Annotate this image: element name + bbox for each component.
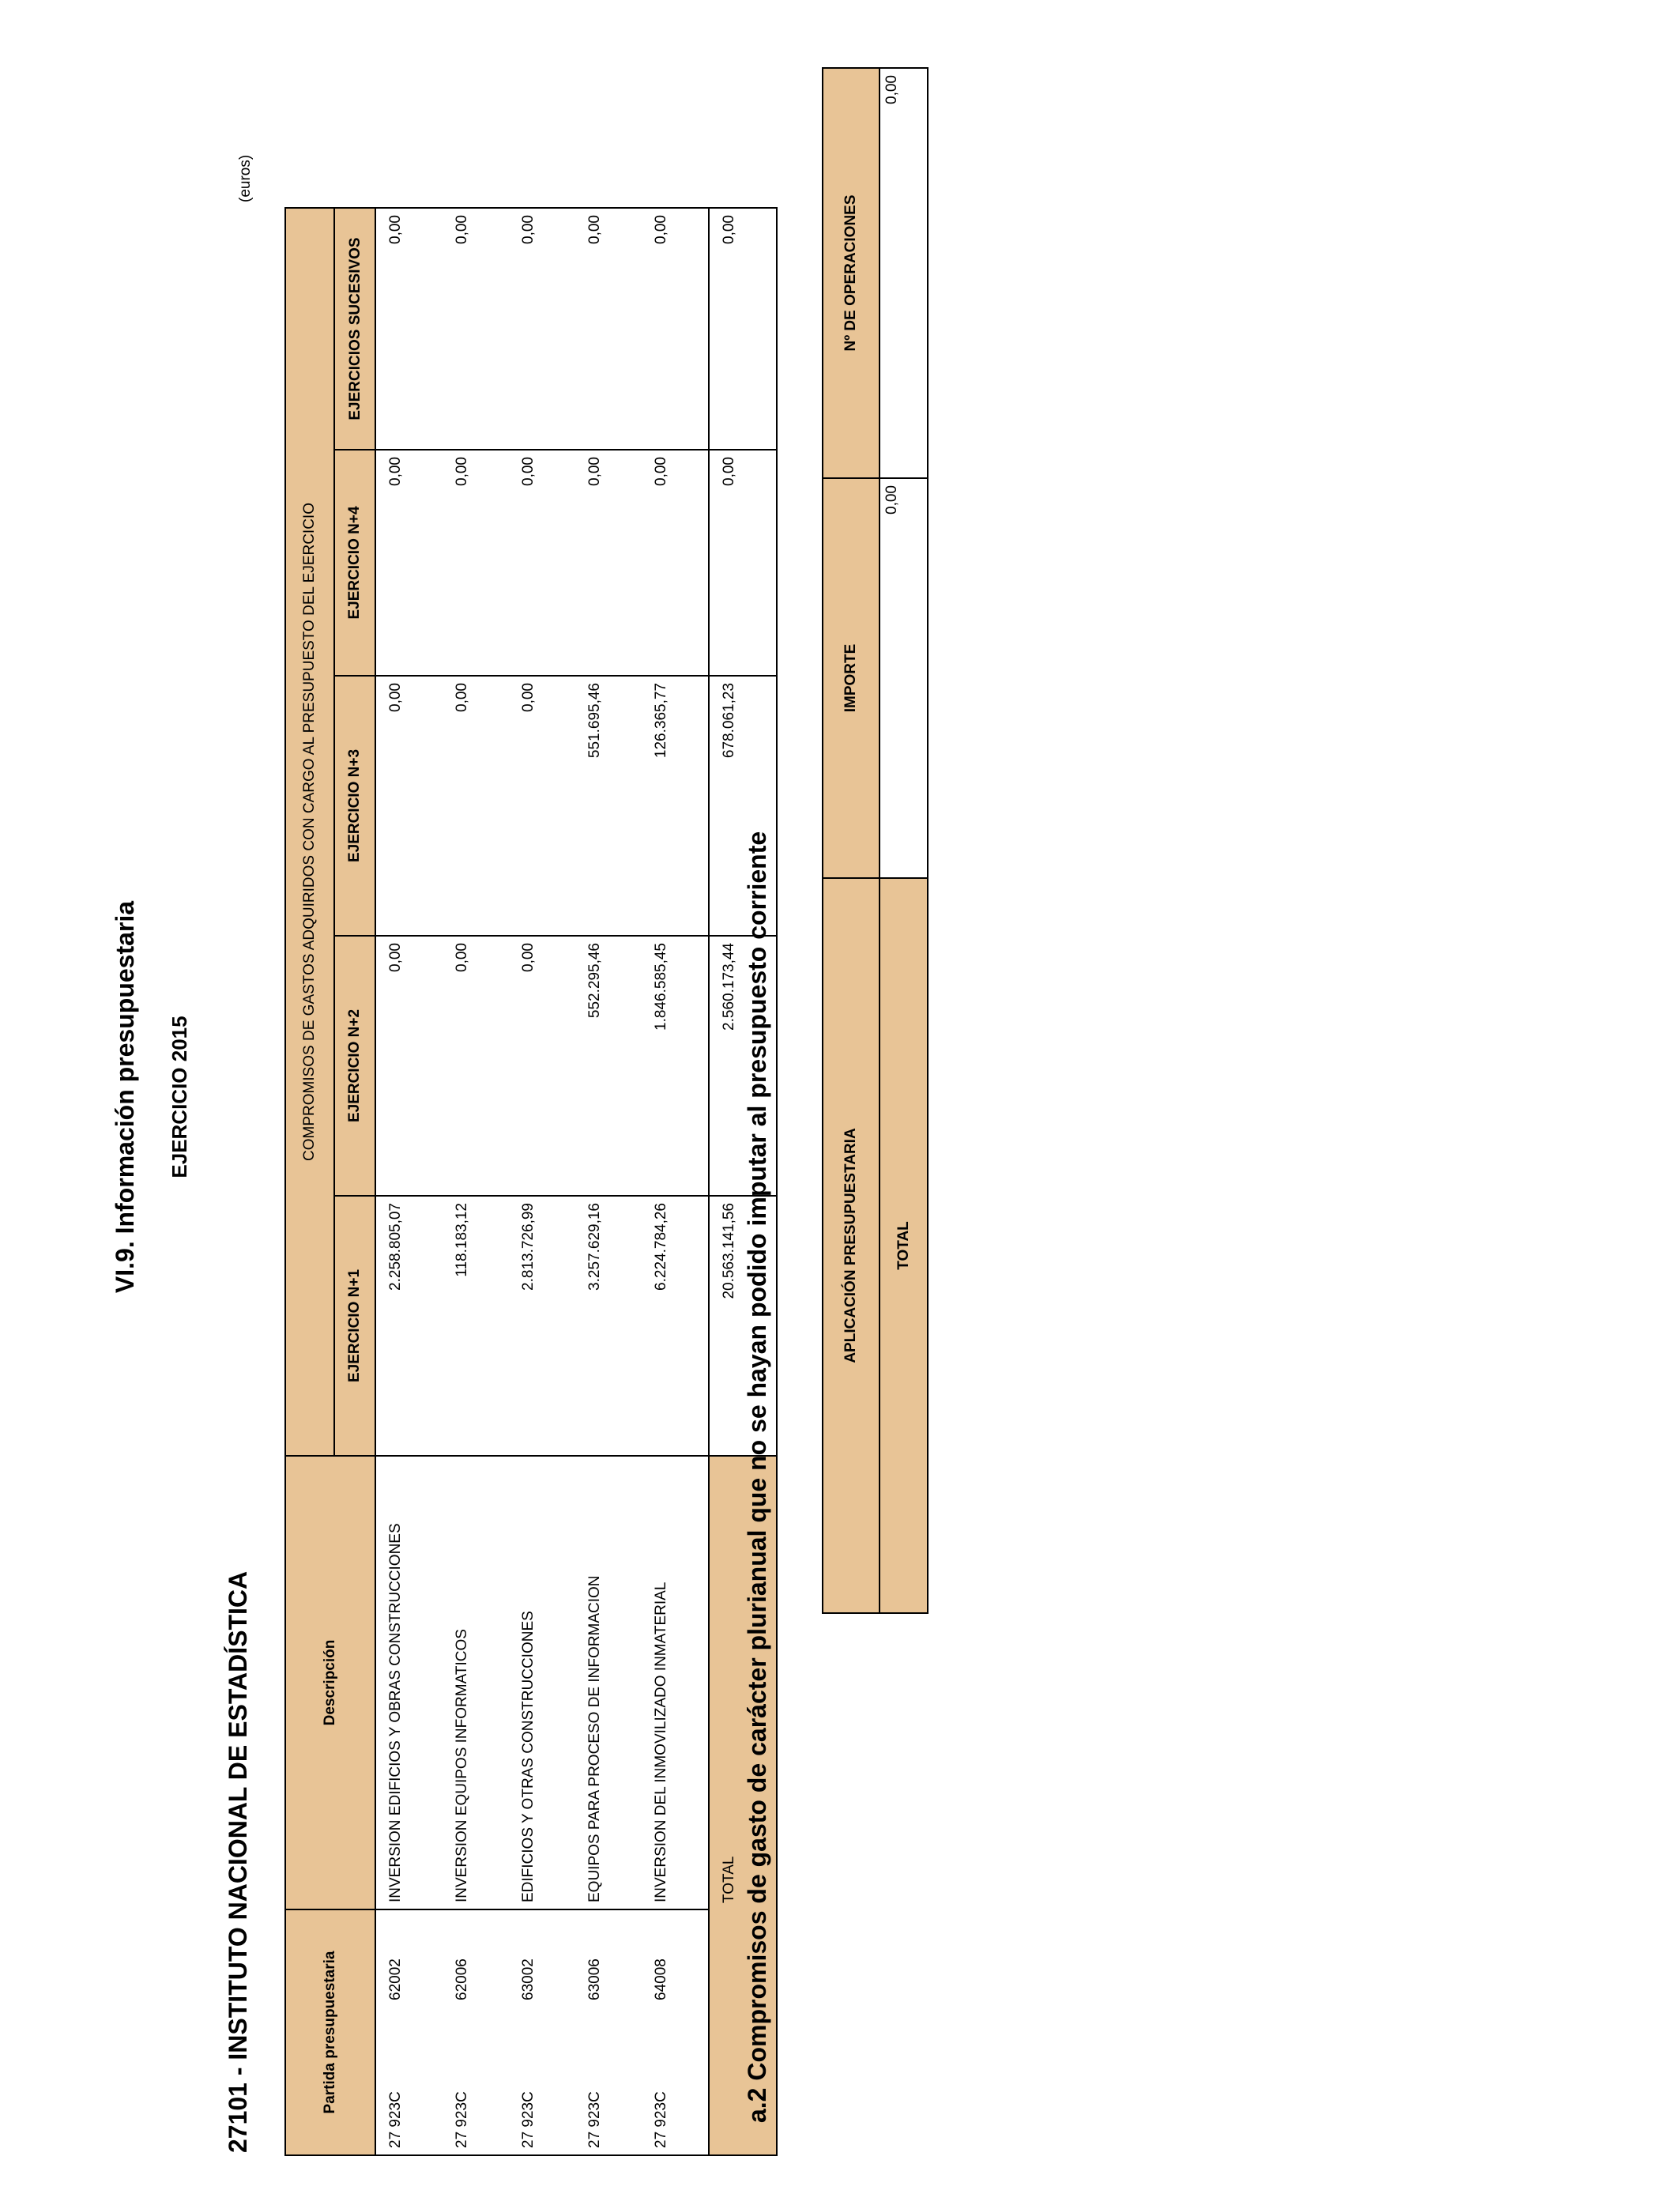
organization-name: 27101 - INSTITUTO NACIONAL DE ESTADÍSTICA <box>224 1570 252 2153</box>
total-n1: 20.563.141,56 <box>709 1196 777 1456</box>
a2-total-operaciones: 0,00 <box>880 68 928 478</box>
cell-n1: 2.813.726,99 <box>509 1196 575 1456</box>
cell-n4: 0,00 <box>509 450 575 676</box>
table-row <box>443 208 509 2155</box>
total-n3: 678.061,23 <box>709 676 777 936</box>
header-sucesivos: EJERCICIOS SUCESIVOS <box>334 208 375 450</box>
cell-n3: 551.695,46 <box>575 676 642 936</box>
header-partida: Partida presupuestaria <box>285 1909 375 2155</box>
cell-n4: 0,00 <box>375 450 443 676</box>
cell-code: 27 923C <box>575 2007 642 2155</box>
cell-n2: 0,00 <box>509 936 575 1196</box>
cell-n1: 118.183,12 <box>443 1196 509 1456</box>
total-row <box>880 68 928 1613</box>
cell-n4: 0,00 <box>443 450 509 676</box>
table-row <box>509 208 575 2155</box>
section-a2-title: a.2 Compromisos de gasto de carácter plurianual que no se hayan podido imputar al presupuesto corriente <box>743 831 771 2123</box>
cell-suc: 0,00 <box>443 208 509 450</box>
a2-total-importe: 0,00 <box>880 478 928 878</box>
cell-n2: 0,00 <box>375 936 443 1196</box>
header-n1: EJERCICIO N+1 <box>334 1196 375 1456</box>
total-label: TOTAL <box>709 1456 777 1909</box>
cell-code: 27 923C <box>509 2007 575 2155</box>
cell-sub: 63006 <box>575 1909 642 2007</box>
cell-suc: 0,00 <box>509 208 575 450</box>
cell-code: 27 923C <box>443 2007 509 2155</box>
table-row <box>375 208 443 2155</box>
cell-n3: 0,00 <box>509 676 575 936</box>
cell-n2: 552.295,46 <box>575 936 642 1196</box>
cell-suc: 0,00 <box>375 208 443 450</box>
cell-sub: 63002 <box>509 1909 575 2007</box>
uncharged-commitments-table <box>822 67 929 1614</box>
cell-n4: 0,00 <box>575 450 642 676</box>
page-title: VI.9. Información presupuestaria <box>111 900 139 1294</box>
cell-desc: EQUIPOS PARA PROCESO DE INFORMACION <box>575 1456 642 1909</box>
cell-n2: 0,00 <box>443 936 509 1196</box>
header-operaciones: Nº DE OPERACIONES <box>823 68 880 478</box>
cell-desc: INVERSION EQUIPOS INFORMATICOS <box>443 1456 509 1909</box>
header-aplicacion: APLICACIÓN PRESUPUESTARIA <box>823 878 880 1613</box>
header-n3: EJERCICIO N+3 <box>334 676 375 936</box>
cell-n3: 0,00 <box>375 676 443 936</box>
header-importe: IMPORTE <box>823 478 880 878</box>
cell-desc: INVERSION DEL INMOVILIZADO INMATERIAL <box>642 1456 709 1909</box>
cell-n4: 0,00 <box>642 450 709 676</box>
currency-note: (euros) <box>237 154 254 202</box>
cell-n1: 6.224.784,26 <box>642 1196 709 1456</box>
cell-desc: EDIFICIOS Y OTRAS CONSTRUCCIONES <box>509 1456 575 1909</box>
cell-n3: 0,00 <box>443 676 509 936</box>
header-group: COMPROMISOS DE GASTOS ADQUIRIDOS CON CARGO AL PRESUPUESTO DEL EJERCICIO <box>285 208 334 1456</box>
cell-n2: 1.846.585,45 <box>642 936 709 1196</box>
cell-suc: 0,00 <box>575 208 642 450</box>
header-n2: EJERCICIO N+2 <box>334 936 375 1196</box>
cell-sub: 62002 <box>375 1909 443 2007</box>
commitments-table <box>284 207 778 2156</box>
total-suc: 0,00 <box>709 208 777 450</box>
total-n4: 0,00 <box>709 450 777 676</box>
cell-sub: 64008 <box>642 1909 709 2007</box>
cell-code: 27 923C <box>375 2007 443 2155</box>
cell-desc: INVERSION EDIFICIOS Y OBRAS CONSTRUCCIONES <box>375 1456 443 1909</box>
header-descripcion: Descripción <box>285 1456 375 1909</box>
cell-n3: 126.365,77 <box>642 676 709 936</box>
cell-suc: 0,00 <box>642 208 709 450</box>
cell-n1: 2.258.805,07 <box>375 1196 443 1456</box>
cell-code: 27 923C <box>642 2007 709 2155</box>
a2-total-label: TOTAL <box>880 878 928 1613</box>
table-row <box>575 208 642 2155</box>
cell-n1: 3.257.629,16 <box>575 1196 642 1456</box>
page-subtitle: EJERCICIO 2015 <box>168 1016 191 1178</box>
table-row <box>642 208 709 2155</box>
cell-sub: 62006 <box>443 1909 509 2007</box>
header-n4: EJERCICIO N+4 <box>334 450 375 676</box>
total-n2: 2.560.173,44 <box>709 936 777 1196</box>
